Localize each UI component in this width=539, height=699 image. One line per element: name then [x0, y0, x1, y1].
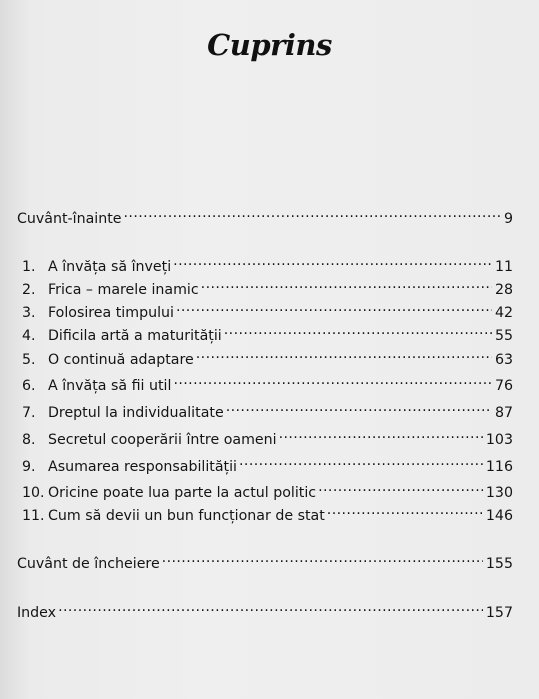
toc-entry — [22, 500, 513, 524]
toc-leader-dots — [124, 203, 501, 223]
toc-entry — [22, 320, 513, 344]
toc-entry-number: 10. — [22, 485, 45, 501]
toc-entry — [22, 251, 513, 275]
toc-entry-page: 155 — [485, 556, 513, 572]
toc-entry-label: A învăța să înveți — [48, 259, 172, 275]
toc-entry — [22, 424, 513, 448]
toc-entry — [22, 344, 513, 368]
toc-entry-label: Cum să devii un bun funcționar de stat — [48, 508, 325, 524]
toc-leader-dots — [162, 548, 483, 568]
toc-entry — [22, 370, 513, 394]
toc-entry-page: 55 — [494, 328, 513, 344]
toc-entry-label: Dificila artă a maturității — [48, 328, 222, 344]
toc-entry-number: 3. — [22, 305, 36, 321]
toc-entry — [22, 477, 513, 501]
toc-entry-label: Cuvânt de încheiere — [17, 556, 160, 572]
toc-entry-page: 157 — [485, 605, 513, 621]
toc-entry-page: 146 — [485, 508, 513, 524]
toc-entry-number: 7. — [22, 405, 36, 421]
toc-entry-label: Oricine poate lua parte la actul politic — [48, 485, 317, 501]
toc-entry-label: Index — [17, 605, 57, 621]
toc-entry — [22, 297, 513, 321]
toc-leader-dots — [226, 397, 492, 417]
toc-entry-number: 8. — [22, 432, 36, 448]
toc-entry — [22, 274, 513, 298]
toc-leader-dots — [176, 297, 492, 317]
toc-entry-label: Folosirea timpului — [48, 305, 174, 321]
toc-entry-page: 9 — [503, 211, 513, 227]
toc-entry-label: A învăța să fii util — [48, 378, 172, 394]
page-title: Cuprins — [207, 28, 332, 62]
toc-entry-label: O continuă adaptare — [48, 352, 194, 368]
toc-entry-page: 42 — [494, 305, 513, 321]
toc-entry-page: 76 — [494, 378, 513, 394]
toc-entry-number: 11. — [22, 508, 45, 524]
toc-entry-number: 9. — [22, 459, 36, 475]
toc-entry — [17, 548, 513, 572]
toc-leader-dots — [173, 251, 492, 271]
toc-entry-number: 1. — [22, 259, 36, 275]
toc-entry-number: 6. — [22, 378, 36, 394]
toc-entry-number: 4. — [22, 328, 36, 344]
toc-entry-page: 116 — [485, 459, 513, 475]
toc-entry-page: 63 — [494, 352, 513, 368]
toc-entry — [17, 597, 513, 621]
toc-entry-label: Secretul cooperării între oameni — [48, 432, 277, 448]
toc-entry-label: Asumarea responsabilității — [48, 459, 237, 475]
toc-entry — [22, 451, 513, 475]
toc-entry — [22, 397, 513, 421]
toc-entry-label: Frica – marele inamic — [48, 282, 199, 298]
toc-entry-label: Dreptul la individualitate — [48, 405, 224, 421]
toc-entry-number: 2. — [22, 282, 36, 298]
toc-entry-number: 5. — [22, 352, 36, 368]
toc-leader-dots — [201, 274, 492, 294]
toc-entry — [17, 203, 513, 227]
toc-entry-page: 11 — [494, 259, 513, 275]
toc-leader-dots — [196, 344, 492, 364]
toc-leader-dots — [224, 320, 492, 340]
toc-leader-dots — [58, 597, 483, 617]
toc-leader-dots — [318, 477, 483, 497]
toc-entry-page: 87 — [494, 405, 513, 421]
toc-entry-page: 103 — [485, 432, 513, 448]
toc-leader-dots — [239, 451, 483, 471]
toc-entry-label: Cuvânt-înainte — [17, 211, 122, 227]
toc-entry-page: 130 — [485, 485, 513, 501]
toc-leader-dots — [173, 370, 492, 390]
toc-entry-page: 28 — [494, 282, 513, 298]
toc-leader-dots — [279, 424, 483, 444]
toc-leader-dots — [327, 500, 483, 520]
